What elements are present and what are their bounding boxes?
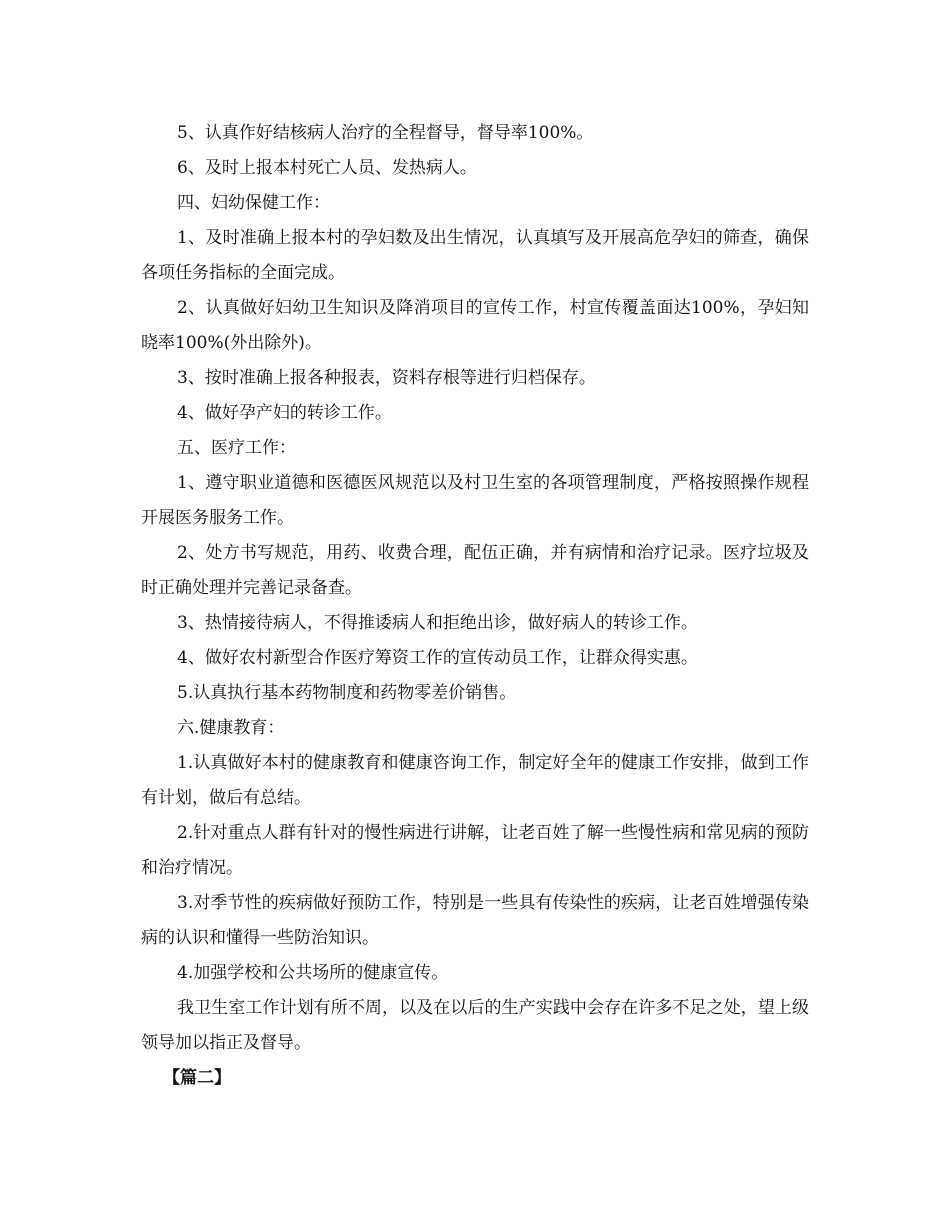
paragraph: 5、认真作好结核病人治疗的全程督导，督导率100%。: [177, 123, 594, 143]
paragraph: 6、及时上报本村死亡人员、发热病人。: [177, 158, 477, 178]
paragraph: 2、认真做好妇幼卫生知识及降消项目的宣传工作，村宣传覆盖面达100%，孕妇知晓率100%(外出除外)。: [141, 298, 809, 353]
paragraph: 1.认真做好本村的健康教育和健康咨询工作，制定好全年的健康工作安排，做到工作有计划，做后有总结。: [141, 753, 809, 808]
paragraph: 3、热情接待病人，不得推诿病人和拒绝出诊，做好病人的转诊工作。: [177, 613, 698, 633]
paragraph: 3.对季节性的疾病做好预防工作，特别是一些具有传染性的疾病，让老百姓增强传染病的认识和懂得一些防治知识。: [141, 893, 809, 948]
section-heading: 四、妇幼保健工作：: [177, 193, 330, 213]
paragraph: 2、处方书写规范，用药、收费合理，配伍正确，并有病情和治疗记录。医疗垃圾及时正确处理并完善记录备查。: [141, 543, 809, 598]
paragraph: 1、及时准确上报本村的孕妇数及出生情况，认真填写及开展高危孕妇的筛查，确保各项任务指标的全面完成。: [141, 228, 809, 283]
paragraph: 4、做好孕产妇的转诊工作。: [177, 403, 392, 423]
paragraph: 4、做好农村新型合作医疗筹资工作的宣传动员工作，让群众得实惠。: [177, 648, 698, 668]
section-title: 【篇二】: [163, 1068, 231, 1088]
document-body: [141, 116, 809, 1096]
paragraph: 3、按时准确上报各种报表，资料存根等进行归档保存。: [177, 368, 596, 388]
paragraph: 4.加强学校和公共场所的健康宣传。: [177, 963, 449, 983]
section-heading: 六.健康教育：: [177, 718, 285, 738]
paragraph: 1、遵守职业道德和医德医风规范以及村卫生室的各项管理制度，严格按照操作规程开展医务服务工作。: [141, 473, 809, 528]
closing-paragraph: 我卫生室工作计划有所不周，以及在以后的生产实践中会存在许多不足之处，望上级领导加以指正及督导。: [141, 998, 809, 1053]
section-heading: 五、医疗工作：: [177, 438, 296, 458]
paragraph: 5.认真执行基本药物制度和药物零差价销售。: [177, 683, 517, 703]
paragraph: 2.针对重点人群有针对的慢性病进行讲解，让老百姓了解一些慢性病和常见病的预防和治疗情况。: [141, 823, 809, 878]
